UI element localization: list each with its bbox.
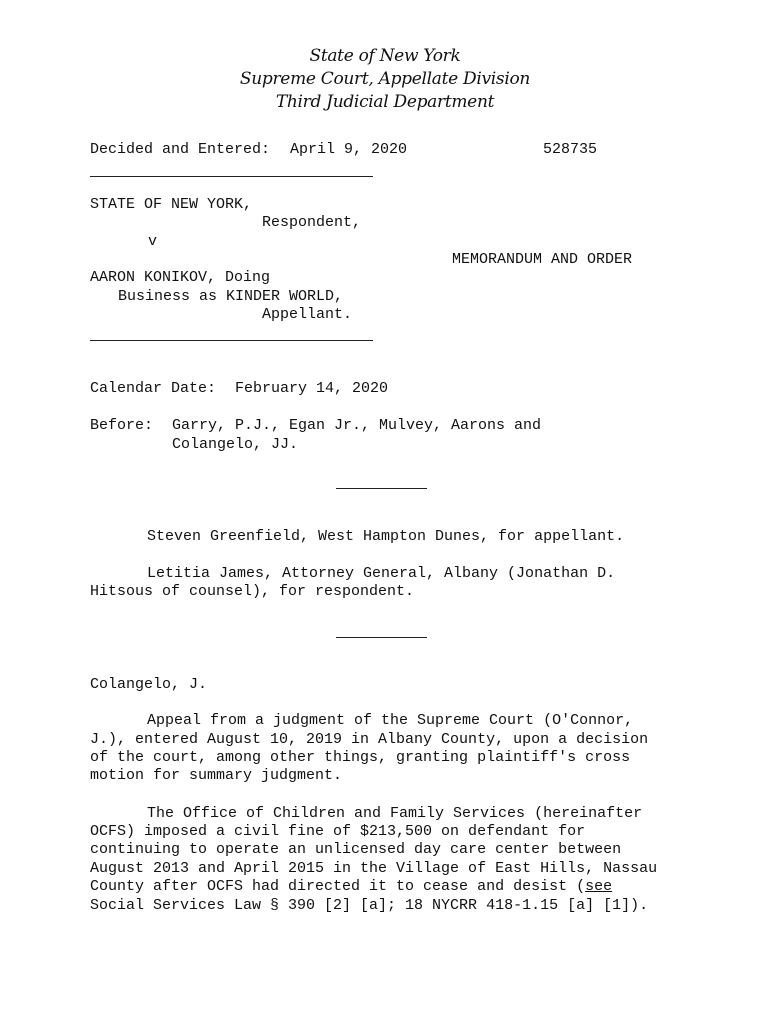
paragraph-2-line	[90, 878, 612, 896]
signal-see: see	[585, 878, 613, 895]
plaintiff-name: STATE OF NEW YORK,	[90, 196, 253, 213]
paragraph-1-line: of the court, among other things, granting plaintiff's cross	[90, 749, 631, 766]
opinion-author: Colangelo, J.	[90, 676, 208, 693]
paragraph-2-text: County after OCFS had directed it to cease and desist (	[90, 878, 586, 895]
appellant-counsel: Steven Greenfield, West Hampton Dunes, for appellant.	[147, 528, 625, 545]
paragraph-1-line: Appeal from a judgment of the Supreme Court (O'Connor,	[147, 712, 634, 729]
before-judges-line2: Colangelo, JJ.	[172, 436, 299, 453]
docket-number: 528735	[543, 141, 598, 158]
court-department: Third Judicial Department	[275, 92, 495, 112]
before-judges-line1: Garry, P.J., Egan Jr., Mulvey, Aarons and	[172, 417, 542, 434]
section-divider-2	[336, 637, 427, 638]
paragraph-2-line: August 2013 and April 2015 in the Village of East Hills, Nassau	[90, 860, 658, 877]
respondent-counsel-line2: Hitsous of counsel), for respondent.	[90, 583, 415, 600]
paragraph-1-line: J.), entered August 10, 2019 in Albany County, upon a decision	[90, 731, 649, 748]
decided-date: April 9, 2020	[290, 141, 408, 158]
respondent-counsel-line1: Letitia James, Attorney General, Albany (Jonathan D.	[147, 565, 616, 582]
before-label: Before:	[90, 417, 154, 434]
defendant-line1: AARON KONIKOV, Doing	[90, 269, 271, 286]
versus: v	[148, 233, 158, 250]
defendant-role: Appellant.	[262, 306, 353, 323]
calendar-label: Calendar Date:	[90, 380, 217, 397]
decided-label: Decided and Entered:	[90, 141, 271, 158]
paragraph-2-line: The Office of Children and Family Services (hereinafter	[147, 805, 643, 822]
court-header	[0, 45, 770, 114]
section-divider-1	[336, 488, 427, 489]
court-division: Supreme Court, Appellate Division	[239, 69, 531, 89]
caption-top-rule	[90, 176, 373, 177]
paragraph-2-line: Social Services Law § 390 [2] [a]; 18 NYCRR 418-1.15 [a] [1]).	[90, 897, 649, 914]
paragraph-2-line: continuing to operate an unlicensed day care center between	[90, 841, 622, 858]
caption-bottom-rule	[90, 340, 373, 341]
order-type: MEMORANDUM AND ORDER	[452, 251, 633, 268]
plaintiff-role: Respondent,	[262, 214, 362, 231]
paragraph-1-line: motion for summary judgment.	[90, 767, 343, 784]
court-state: State of New York	[309, 46, 461, 66]
calendar-date: February 14, 2020	[235, 380, 389, 397]
defendant-line2: Business as KINDER WORLD,	[118, 288, 344, 305]
paragraph-2-line: OCFS) imposed a civil fine of $213,500 on defendant for	[90, 823, 586, 840]
